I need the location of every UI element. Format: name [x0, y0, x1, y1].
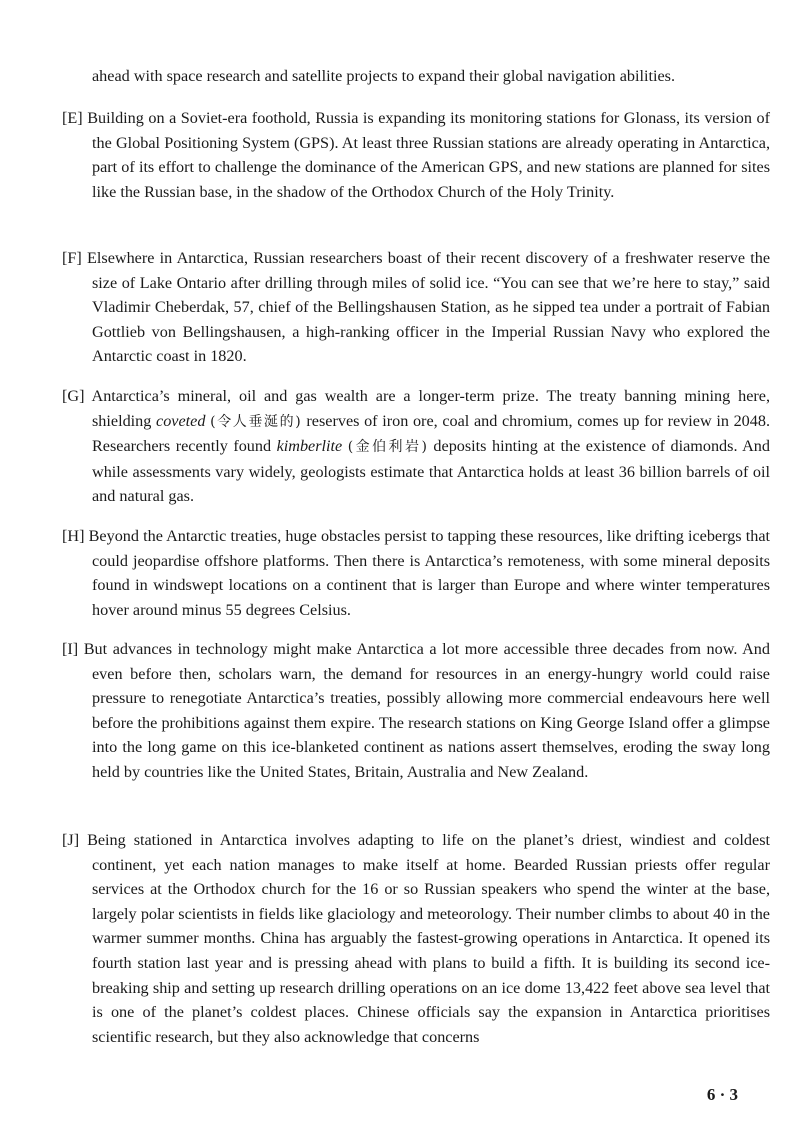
continuation-paragraph: ahead with space research and satellite projects to expand their global navigation abilities.	[92, 67, 675, 85]
paragraph-g	[62, 384, 770, 509]
paragraph-j	[62, 828, 770, 1049]
paragraph-text: deposits hinting at the existence of diamonds. And while assessments vary widely, geologists estimate that Antarctica holds at least 36 billion barrels of oil and natural gas.	[92, 437, 770, 506]
paragraph-text: But advances in technology might make Antarctica a lot more accessible three decades from now. And even before then, scholars warn, the demand for resources in an energy-hungry world could raise pressure to renegotiate Antarctica’s treaties, possibly allowing more commercial endeavours here well before the prohibitions against them expire. The research stations on King George Island offer a glimpse into the long game on this ice-blanketed continent as nations assert themselves, eroding the sway long held by countries like the United States, Britain, Australia and New Zealand.	[83, 640, 770, 781]
chinese-gloss: (金伯利岩)	[347, 439, 428, 456]
paragraph-label: [G]	[62, 387, 85, 405]
paragraph-text: Beyond the Antarctic treaties, huge obstacles persist to tapping these resources, like drifting icebergs that could jeopardise offshore platforms. Then there is Antarctica’s remoteness, with some mineral deposits found in windswept locations on a continent that is larger than Europe and where winter temperatures hover around minus 55 degrees Celsius.	[88, 527, 771, 619]
page-number: 6 · 3	[706, 1085, 738, 1104]
paragraph-f	[62, 246, 770, 369]
chinese-gloss: (令人垂涎的)	[210, 413, 302, 430]
paragraph-i	[62, 637, 770, 785]
paragraph-h	[62, 524, 770, 622]
paragraph-label: [I]	[62, 640, 79, 658]
paragraph-label: [J]	[62, 831, 80, 849]
paragraph-text: Being stationed in Antarctica involves adapting to life on the planet’s driest, windiest and coldest continent, yet each nation manages to make itself at home. Bearded Russian priests offer regular services at the Orthodox church for the 16 or so Russian speakers who spend the winter at the base, largely polar scientists in fields like glaciology and meteorology. Their number climbs to about 40 in the warmer summer months. China has arguably the fastest-growing operations in Antarctica. It opened its fourth station last year and is pressing ahead with plans to build a fifth. It is building its second ice-breaking ship and setting up research drilling operations on an ice dome 13,422 feet above sea level that is one of the planet’s coldest places. Chinese officials say the expansion in Antarctica prioritises scientific research, but they also acknowledge that concerns	[87, 831, 770, 1046]
paragraph-text: reserves of iron ore, coal and chromium, comes up for review in 2048. Researchers recently found	[92, 411, 770, 456]
glossed-term: kimberlite	[276, 437, 343, 456]
paragraph-text: Antarctica’s mineral, oil and gas wealth are a longer-term prize. The treaty banning mining here, shielding	[91, 387, 771, 430]
glossed-term: coveted	[156, 411, 206, 430]
paragraph-text: Elsewhere in Antarctica, Russian researchers boast of their recent discovery of a freshwater reserve the size of Lake Ontario after drilling through miles of solid ice. “You can see that we’re here to stay,” said Vladimir Cheberdak, 57, chief of the Bellingshausen Station, as he sipped tea under a portrait of Fabian Gottlieb von Bellingshausen, a high-ranking officer in the Imperial Russian Navy who explored the Antarctic coast in 1820.	[87, 249, 771, 366]
paragraph-label: [E]	[62, 109, 83, 127]
paragraph-e	[62, 106, 770, 204]
paragraph-label: [H]	[62, 527, 85, 545]
paragraph-text: Building on a Soviet-era foothold, Russia is expanding its monitoring stations for Glonass, its version of the Global Positioning System (GPS). At least three Russian stations are already operating in Antarctica, part of its effort to challenge the dominance of the American GPS, and new stations are planned for sites like the Russian base, in the shadow of the Orthodox Church of the Holy Trinity.	[87, 109, 770, 201]
paragraph-label: [F]	[62, 249, 82, 267]
